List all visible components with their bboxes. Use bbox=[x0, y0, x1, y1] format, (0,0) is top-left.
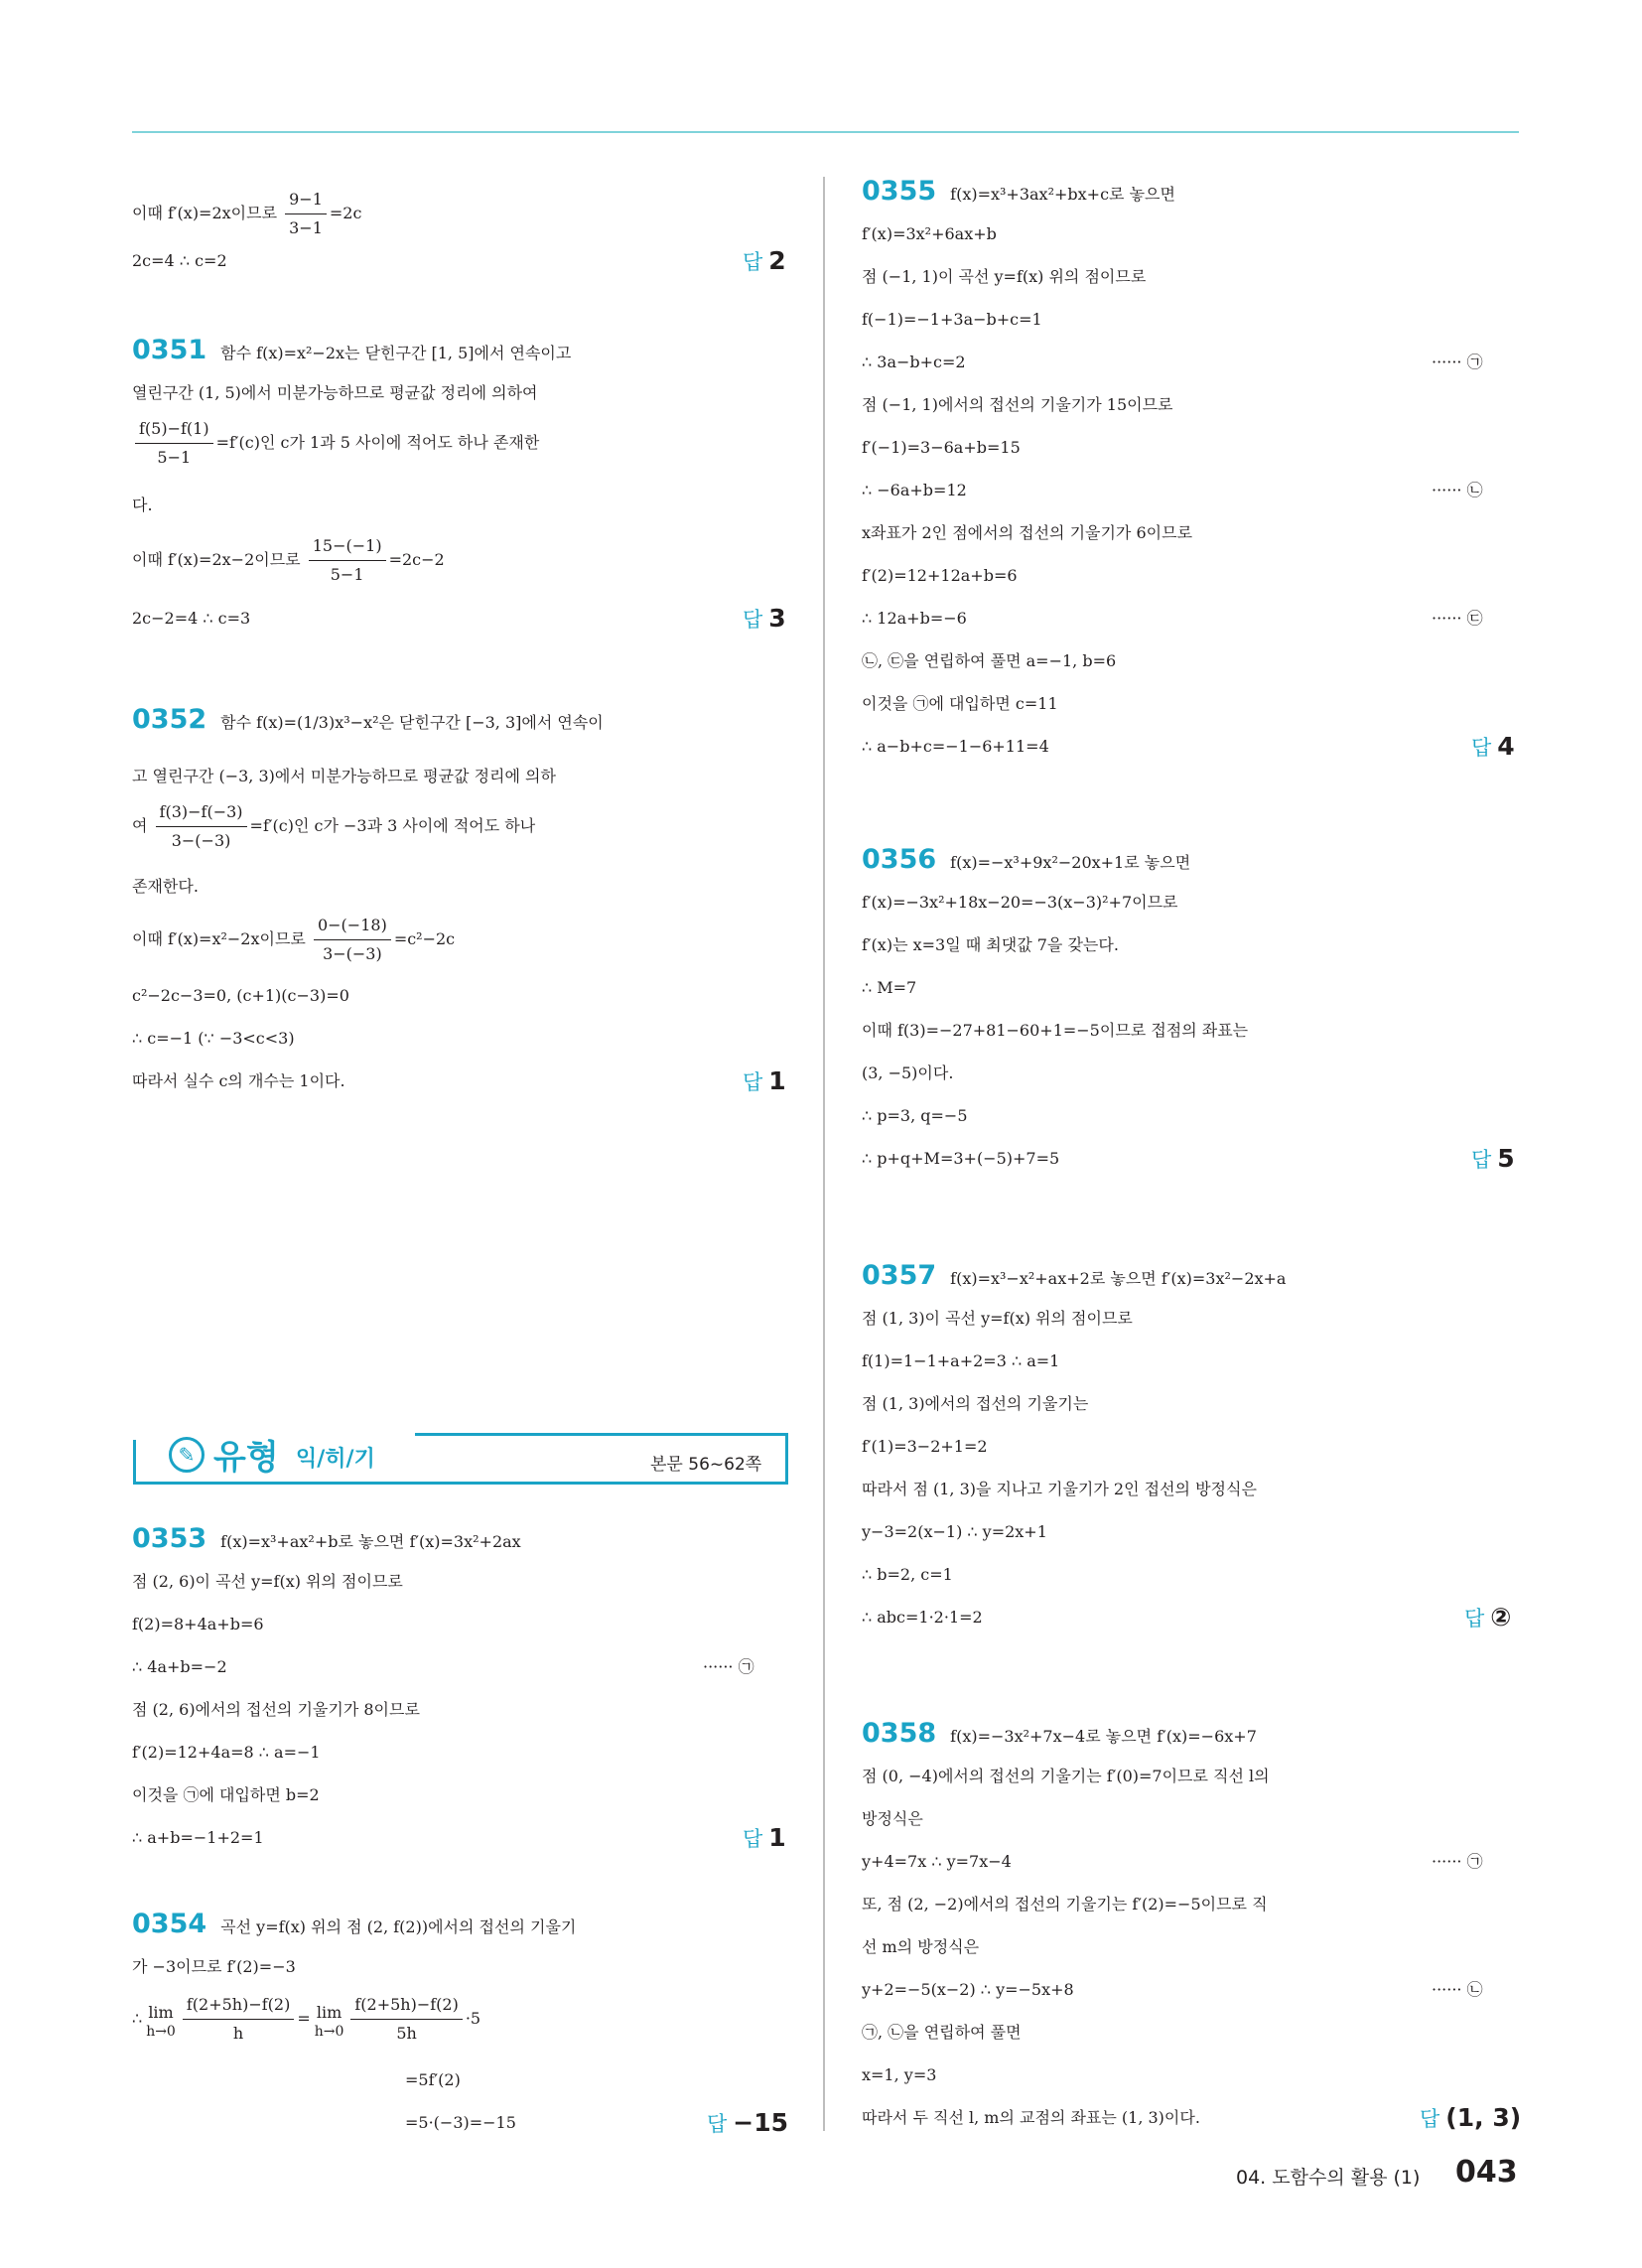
equation-marker: ······ ㉡ bbox=[1432, 1980, 1483, 1999]
section-subtitle: 익/히/기 bbox=[296, 1447, 375, 1472]
fraction: $\frac{9-1}{3-1}$ bbox=[285, 186, 327, 242]
text-line: f′(1)=3−2+1=2 bbox=[862, 1437, 988, 1456]
equation-marker: ······ ㉠ bbox=[703, 1657, 754, 1676]
text-line: 고 열린구간 (−3, 3)에서 미분가능하므로 평균값 정리에 의하 bbox=[132, 767, 556, 785]
equation-marker: ······ ㉠ bbox=[1432, 353, 1483, 371]
text-line: 이때 f′(x)=2x−2이므로 $\frac{15-(-1)}{5-1}$ =2c−2 bbox=[132, 532, 445, 589]
text-line: ∴ 12a+b=−6 bbox=[862, 609, 967, 628]
text-line: $\frac{f(5)-f(1)}{5-1}$ =f′(c)인 c가 1과 5 사이에 적어도 하나 존재한 bbox=[132, 415, 539, 472]
problem-number: 0358 bbox=[862, 1718, 937, 1749]
problem-number: 0357 bbox=[862, 1260, 937, 1291]
section-reference: 본문 56~62쪽 bbox=[650, 1455, 762, 1475]
limit-equation: ∴ lim h→0 $\frac{f(2+5h)-f(2)}{h}$ = lim h→0 $\frac{f(2+5h)-f(2)}{5h}$ ·5 bbox=[132, 1991, 480, 2048]
limit: lim h→0 bbox=[314, 2002, 344, 2040]
text-line: 다. bbox=[132, 496, 153, 514]
text-line: ∴ abc=1·2·1=2 bbox=[862, 1608, 983, 1627]
text-line: ㉡, ㉢을 연립하여 풀면 a=−1, b=6 bbox=[862, 651, 1117, 670]
answer: 답 2 bbox=[743, 246, 786, 275]
text-line: =5f′(2) bbox=[405, 2070, 461, 2089]
chapter-label: 04. 도함수의 활용 (1) bbox=[1236, 2167, 1421, 2189]
text-line: 선 m의 방정식은 bbox=[862, 1937, 980, 1956]
text-line: 가 −3이므로 f′(2)=−3 bbox=[132, 1957, 296, 1976]
problem-number: 0353 bbox=[132, 1523, 207, 1554]
fraction: $\frac{f(2+5h)-f(2)}{5h}$ bbox=[350, 1991, 462, 2048]
text-line: 점 (−1, 1)이 곡선 y=f(x) 위의 점이므로 bbox=[862, 267, 1147, 286]
text-line: f(−1)=−1+3a−b+c=1 bbox=[862, 310, 1042, 329]
problem-0354-line: 0354 곡선 y=f(x) 위의 점 (2, f(2))에서의 접선의 기울기 bbox=[132, 1909, 577, 1939]
problem-number: 0356 bbox=[862, 844, 937, 875]
text-line: 따라서 두 직선 l, m의 교점의 좌표는 (1, 3)이다. bbox=[862, 2108, 1200, 2127]
text-line: f′(x)=3x²+6ax+b bbox=[862, 224, 997, 243]
problem-0355-line: 0355 f(x)=x³+3ax²+bx+c로 놓으면 bbox=[862, 176, 1175, 207]
text-line: 이것을 ㉠에 대입하면 b=2 bbox=[132, 1785, 320, 1804]
fraction: $\frac{15-(-1)}{5-1}$ bbox=[309, 532, 386, 589]
text-line: f′(2)=12+12a+b=6 bbox=[862, 566, 1018, 585]
text-line: ∴ M=7 bbox=[862, 978, 917, 997]
answer: 답 −15 bbox=[707, 2108, 789, 2137]
problem-number: 0351 bbox=[132, 335, 207, 365]
text-line: f′(x)=−3x²+18x−20=−3(x−3)²+7이므로 bbox=[862, 893, 1178, 912]
answer: 답 4 bbox=[1471, 732, 1515, 761]
text-line: 방정식은 bbox=[862, 1809, 923, 1828]
text-line: x좌표가 2인 점에서의 접선의 기울기가 6이므로 bbox=[862, 523, 1193, 542]
fraction: $\frac{f(2+5h)-f(2)}{h}$ bbox=[183, 1991, 294, 2048]
header-rule bbox=[132, 131, 1519, 133]
text-line: 2c=4 ∴ c=2 bbox=[132, 251, 227, 270]
text-line: y+4=7x ∴ y=7x−4 bbox=[862, 1852, 1012, 1871]
text-line: f(2)=8+4a+b=6 bbox=[132, 1615, 264, 1633]
answer: 답 ② bbox=[1464, 1603, 1512, 1631]
text-line: 또, 점 (2, −2)에서의 접선의 기울기는 f′(2)=−5이므로 직 bbox=[862, 1895, 1268, 1914]
equation-marker: ······ ㉡ bbox=[1432, 481, 1483, 499]
text-line: ∴ a−b+c=−1−6+11=4 bbox=[862, 737, 1049, 756]
text-line: 점 (2, 6)이 곡선 y=f(x) 위의 점이므로 bbox=[132, 1572, 403, 1591]
text-line: 열린구간 (1, 5)에서 미분가능하므로 평균값 정리에 의하여 bbox=[132, 383, 538, 402]
text-line: 이것을 ㉠에 대입하면 c=11 bbox=[862, 694, 1058, 713]
equation-marker: ······ ㉠ bbox=[1432, 1852, 1483, 1871]
problem-0358-line: 0358 f(x)=−3x²+7x−4로 놓으면 f′(x)=−6x+7 bbox=[862, 1718, 1257, 1749]
problem-number: 0354 bbox=[132, 1909, 207, 1939]
text-line: ∴ 3a−b+c=2 bbox=[862, 353, 966, 371]
text-line: 이때 f′(x)=2x이므로 $\frac{9-1}{3-1}$ =2c bbox=[132, 186, 361, 242]
text-line: ∴ a+b=−1+2=1 bbox=[132, 1828, 264, 1847]
text-line: 점 (−1, 1)에서의 접선의 기울기가 15이므로 bbox=[862, 395, 1173, 414]
text-line: ∴ −6a+b=12 bbox=[862, 481, 967, 499]
fraction: $\frac{f(3)-f(-3)}{3-(-3)}$ bbox=[156, 798, 247, 855]
text-line: 점 (1, 3)이 곡선 y=f(x) 위의 점이므로 bbox=[862, 1309, 1133, 1328]
problem-number: 0355 bbox=[862, 176, 937, 207]
text-line: 이때 f(3)=−27+81−60+1=−5이므로 접점의 좌표는 bbox=[862, 1021, 1249, 1040]
text-line: ∴ p=3, q=−5 bbox=[862, 1106, 968, 1125]
text-line: 존재한다. bbox=[132, 877, 199, 896]
text-line: f′(x)는 x=3일 때 최댓값 7을 갖는다. bbox=[862, 935, 1119, 954]
text-line: ∴ b=2, c=1 bbox=[862, 1565, 953, 1584]
equation-marker: ······ ㉢ bbox=[1432, 609, 1483, 628]
text-line: f′(2)=12+4a=8 ∴ a=−1 bbox=[132, 1743, 321, 1762]
answer: 답 3 bbox=[743, 604, 786, 633]
text-line: ㉠, ㉡을 연립하여 풀면 bbox=[862, 2023, 1022, 2042]
limit: lim h→0 bbox=[146, 2002, 176, 2040]
text-line: 점 (0, −4)에서의 접선의 기울기는 f′(0)=7이므로 직선 l의 bbox=[862, 1767, 1270, 1785]
text-line: ∴ c=−1 (∵ −3<c<3) bbox=[132, 1029, 295, 1048]
text-line: 여 $\frac{f(3)-f(-3)}{3-(-3)}$ =f′(c)인 c가 −3과 3 사이에 적어도 하나 bbox=[132, 798, 535, 855]
column-divider bbox=[823, 177, 825, 2131]
answer: 답 1 bbox=[743, 1823, 786, 1852]
pencil-circle-icon: ✎ bbox=[169, 1437, 205, 1473]
text-line: ∴ p+q+M=3+(−5)+7=5 bbox=[862, 1149, 1060, 1168]
text-line: ∴ 4a+b=−2 bbox=[132, 1657, 227, 1676]
fraction: $\frac{f(5)-f(1)}{5-1}$ bbox=[135, 415, 213, 472]
text-line: =5·(−3)=−15 bbox=[405, 2113, 516, 2132]
answer: 답 5 bbox=[1471, 1144, 1515, 1173]
page-number: 043 bbox=[1455, 2155, 1518, 2190]
text-line: y−3=2(x−1) ∴ y=2x+1 bbox=[862, 1522, 1047, 1541]
problem-0352-line: 0352 함수 f(x)=(1/3)x³−x²은 닫힌구간 [−3, 3]에서 연속이 bbox=[132, 704, 604, 735]
text-line: 따라서 점 (1, 3)을 지나고 기울기가 2인 접선의 방정식은 bbox=[862, 1480, 1257, 1498]
problem-0356-line: 0356 f(x)=−x³+9x²−20x+1로 놓으면 bbox=[862, 844, 1191, 875]
text-line: f(1)=1−1+a+2=3 ∴ a=1 bbox=[862, 1351, 1060, 1370]
text-line: 점 (1, 3)에서의 접선의 기울기는 bbox=[862, 1394, 1089, 1413]
section-title: 유형 bbox=[213, 1438, 279, 1478]
text-line: f′(−1)=3−6a+b=15 bbox=[862, 438, 1021, 457]
answer: 답 (1, 3) bbox=[1420, 2103, 1522, 2132]
text-line: 이때 f′(x)=x²−2x이므로 $\frac{0-(-18)}{3-(-3)}$ =c²−2c bbox=[132, 912, 455, 968]
text-line: 2c−2=4 ∴ c=3 bbox=[132, 609, 251, 628]
problem-0357-line: 0357 f(x)=x³−x²+ax+2로 놓으면 f′(x)=3x²−2x+a bbox=[862, 1260, 1287, 1291]
problem-0353-line: 0353 f(x)=x³+ax²+b로 놓으면 f′(x)=3x²+2ax bbox=[132, 1523, 521, 1554]
fraction: $\frac{0-(-18)}{3-(-3)}$ bbox=[314, 912, 391, 968]
text-line: c²−2c−3=0, (c+1)(c−3)=0 bbox=[132, 986, 349, 1005]
text-line: y+2=−5(x−2) ∴ y=−5x+8 bbox=[862, 1980, 1074, 1999]
text-line: (3, −5)이다. bbox=[862, 1063, 954, 1082]
problem-number: 0352 bbox=[132, 704, 207, 735]
text-line: x=1, y=3 bbox=[862, 2065, 937, 2084]
text-line: 따라서 실수 c의 개수는 1이다. bbox=[132, 1071, 345, 1090]
answer: 답 1 bbox=[743, 1066, 786, 1095]
problem-0351-line: 0351 함수 f(x)=x²−2x는 닫힌구간 [1, 5]에서 연속이고 bbox=[132, 335, 572, 365]
text-line: 점 (2, 6)에서의 접선의 기울기가 8이므로 bbox=[132, 1700, 420, 1719]
